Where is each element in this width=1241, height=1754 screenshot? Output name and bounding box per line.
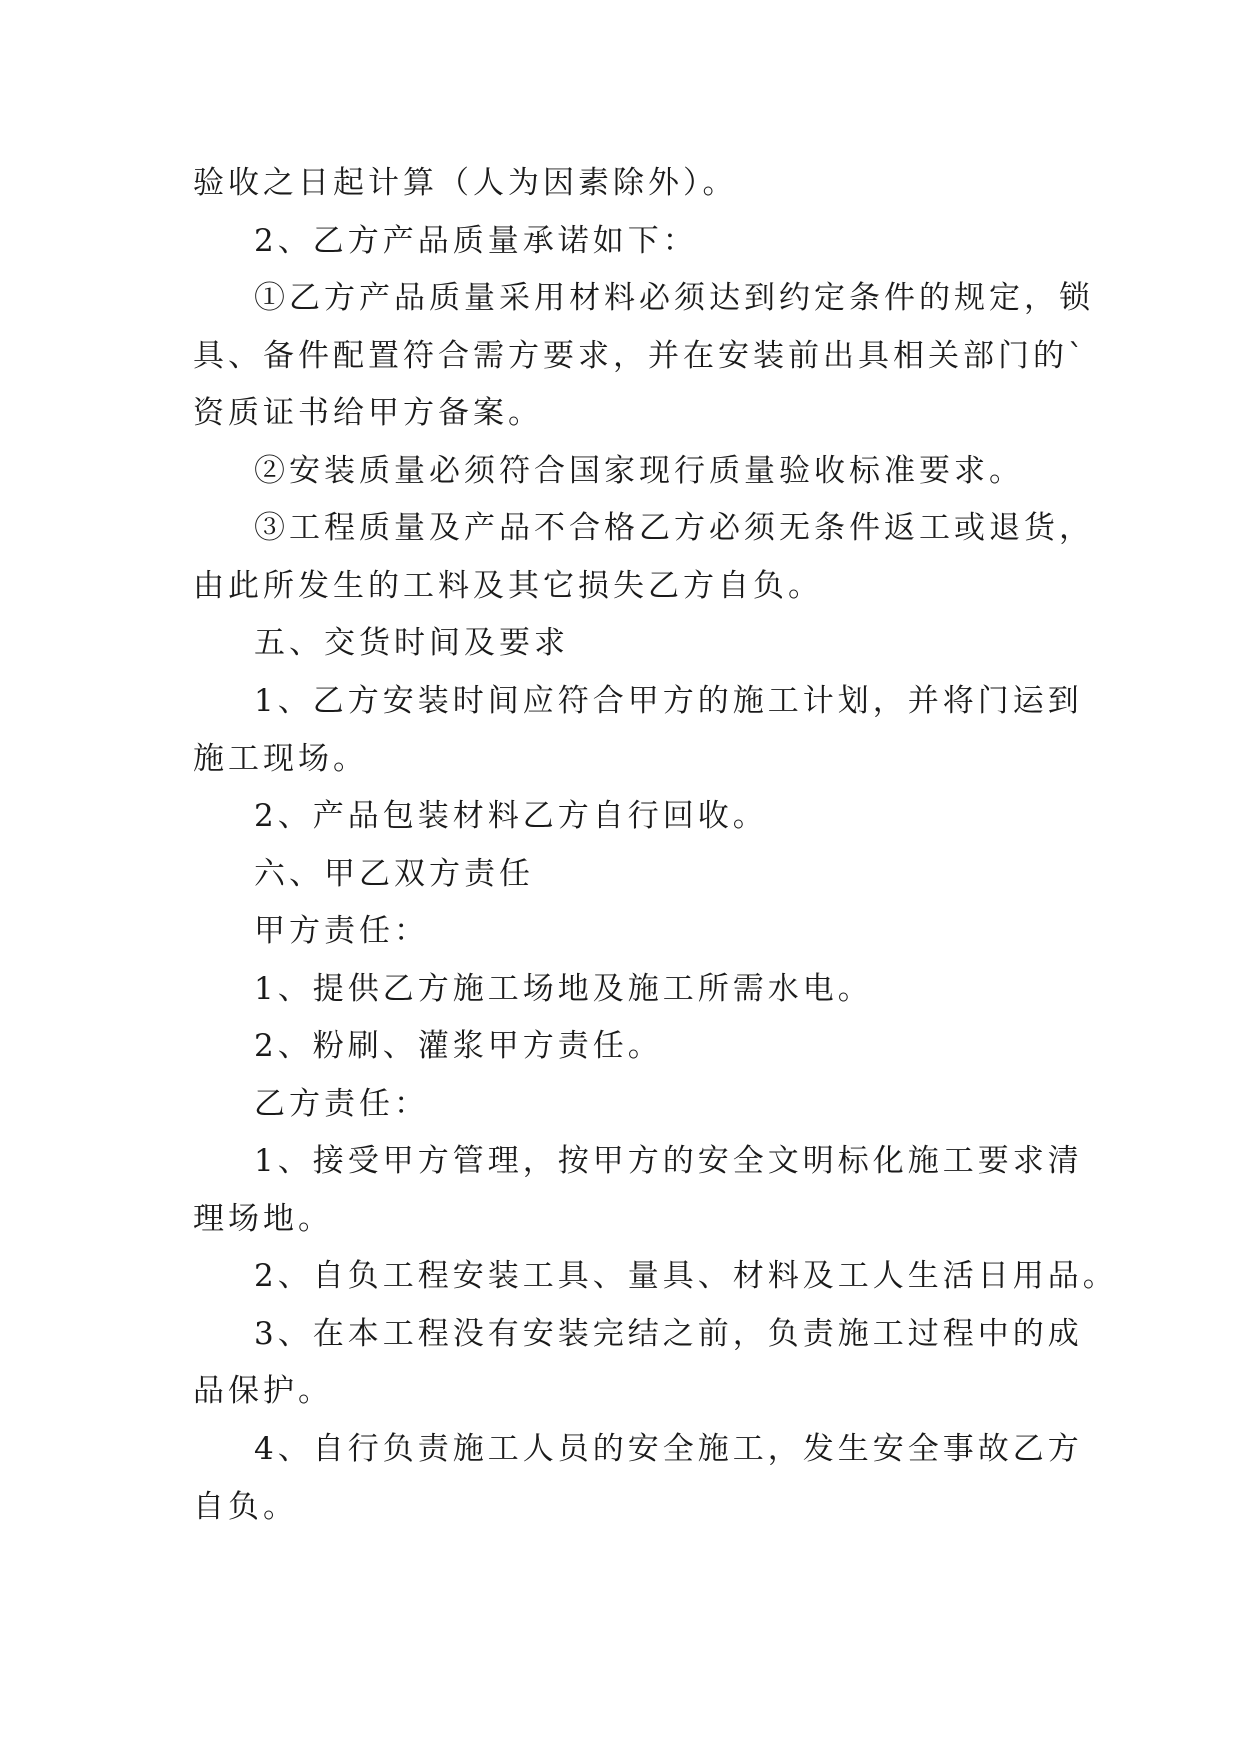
section-heading: 五、交货时间及要求 <box>254 625 569 661</box>
text-line: 资质证书给甲方备案。 <box>193 395 543 431</box>
text-line: 由此所发生的工料及其它损失乙方自负。 <box>193 568 823 604</box>
text-line: 具、备件配置符合需方要求，并在安装前出具相关部门的` <box>193 338 1088 374</box>
subheading: 乙方责任： <box>254 1086 429 1122</box>
text-line: 2、粉刷、灌浆甲方责任。 <box>254 1028 663 1064</box>
section-heading: 六、甲乙双方责任 <box>254 856 534 892</box>
text-line: 1、乙方安装时间应符合甲方的施工计划，并将门运到 <box>254 683 1083 719</box>
text-line: 2、产品包装材料乙方自行回收。 <box>254 798 768 834</box>
text-line: 品保护。 <box>193 1373 333 1409</box>
text-line: 1、提供乙方施工场地及施工所需水电。 <box>254 971 873 1007</box>
text-line: ②安装质量必须符合国家现行质量验收标准要求。 <box>254 453 1024 489</box>
text-line: ③工程质量及产品不合格乙方必须无条件返工或退货， <box>254 510 1094 546</box>
text-line: 施工现场。 <box>193 741 368 777</box>
text-line: 验收之日起计算（人为因素除外）。 <box>193 165 738 201</box>
subheading: 甲方责任： <box>254 913 429 949</box>
text-line: 1、接受甲方管理，按甲方的安全文明标化施工要求清 <box>254 1143 1083 1179</box>
text-line: ①乙方产品质量采用材料必须达到约定条件的规定，锁 <box>254 280 1094 316</box>
text-line: 2、乙方产品质量承诺如下： <box>254 223 698 259</box>
text-line: 4、自行负责施工人员的安全施工，发生安全事故乙方 <box>254 1431 1083 1467</box>
text-line: 3、在本工程没有安装完结之前，负责施工过程中的成 <box>254 1316 1083 1352</box>
text-line: 理场地。 <box>193 1201 333 1237</box>
text-line: 2、自负工程安装工具、量具、材料及工人生活日用品。 <box>254 1258 1118 1294</box>
text-line: 自负。 <box>193 1489 298 1525</box>
